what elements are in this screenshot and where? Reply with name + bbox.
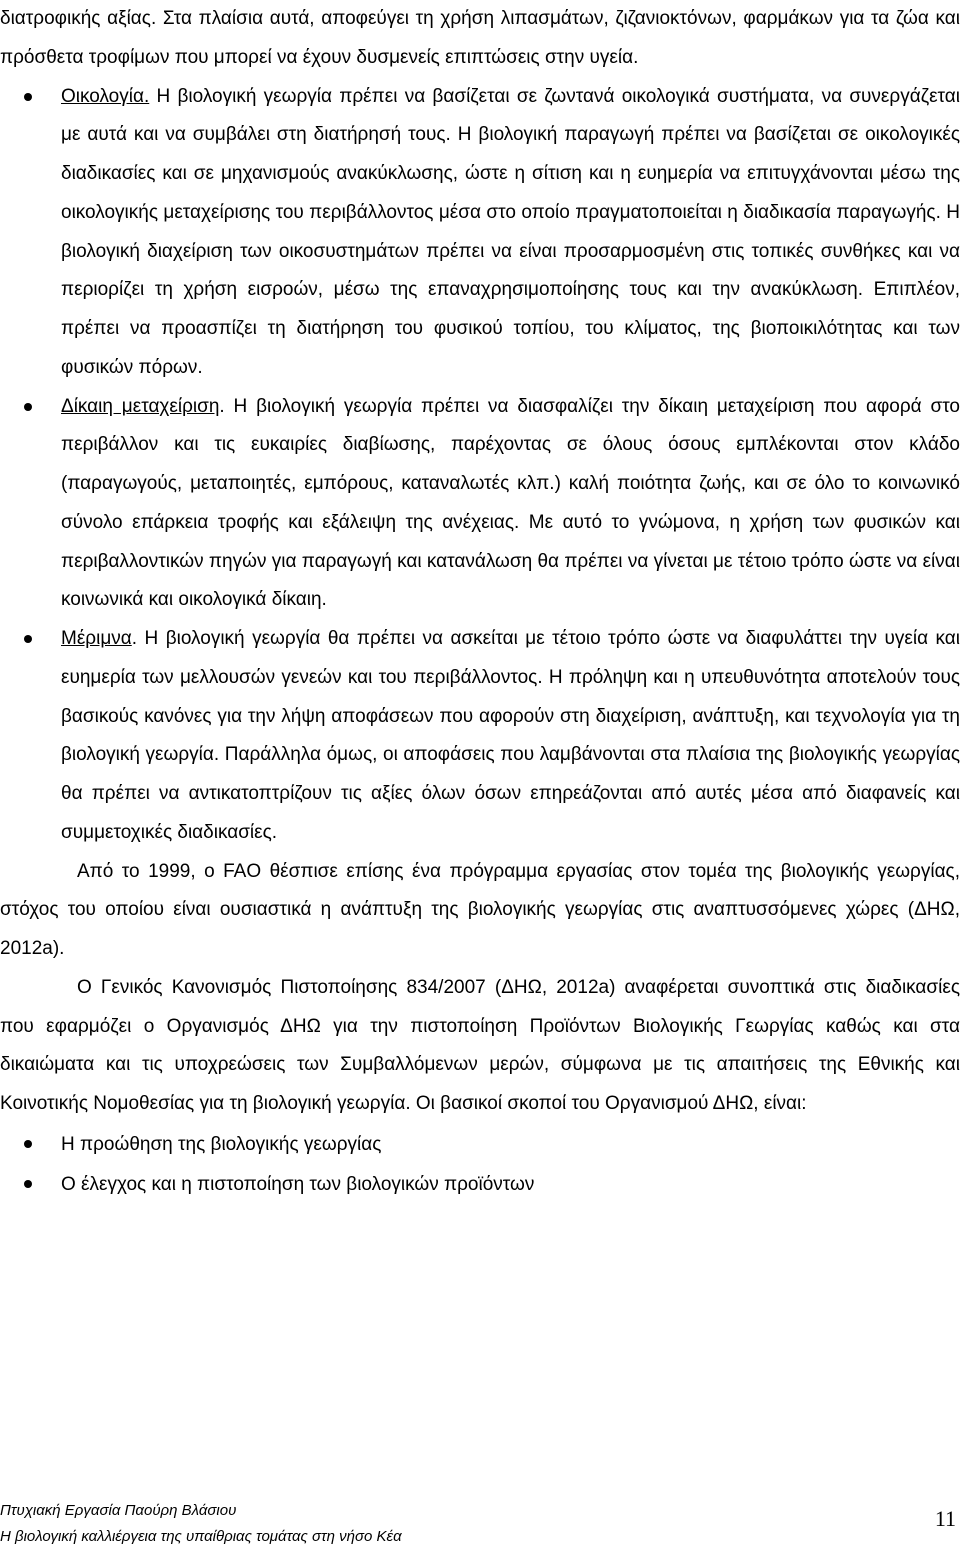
footer-title: Η βιολογική καλλιέργεια της υπαίθριας τομάτας στη νήσο Κέα	[0, 1528, 402, 1545]
care-text: . Η βιολογική γεωργία θα πρέπει να ασκείται με τέτοιο τρόπο ώστε να διαφυλάττει την υγεία και ευημερία των μελλουσών γενεών και του περιβάλλοντος. Η πρόληψη και η υπευθυνότητα αποτελούν τους βασικούς κανόνες για την λήψη αποφάσεων που αφορούν στη διαχείριση, ανάπτυξη, και τεχνολογία για τη βιολογική γεωργία. Παράλληλα όμως, οι αποφάσεις που λαμβάνονται στα πλαίσια της βιολογικής γεωργίας θα πρέπει να αντικατοπτρίζουν τις αξίες όλων όσων επηρεάζονται από αυτές μέσα από διαφανείς και συμμετοχικές διαδικασίες.	[61, 628, 960, 843]
bullet-icon	[24, 635, 32, 643]
goal-text: Ο έλεγχος και η πιστοποίηση των βιολογικών προϊόντων	[61, 1173, 535, 1195]
care-heading: Μέριμνα	[61, 628, 132, 649]
ecology-heading: Οικολογία.	[61, 85, 150, 107]
fairness-text: . Η βιολογική γεωργία πρέπει να διασφαλίζει την δίκαιη μεταχείριση που αφορά στο περιβάλλον και τις ευκαιρίες διαβίωσης, παρέχοντας σε όλους όσους εμπλέκονται στον κλάδο (παραγωγούς, μεταποιητές, εμπόρους, καταναλωτές κλπ.) καλή ποιότητα ζωής, και σε όλο το κοινωνικό σύνολο επάρκεια τροφής και εξάλειψη της ανέχειας. Με αυτό το γνώμονα, η χρήση των φυσικών και περιβαλλοντικών πηγών για παραγωγή και κατανάλωση θα πρέπει να γίνεται με τέτοιο τρόπο ώστε να είναι κοινωνικά και οικολογικά δίκαιη.	[61, 395, 960, 611]
goals-list	[0, 1125, 960, 1205]
footer-author: Πτυχιακή Εργασία Παούρη Βλάσιου	[0, 1502, 237, 1519]
page-footer	[0, 1492, 960, 1558]
list-item-goal	[0, 1125, 960, 1165]
paragraph-continuation: διατροφικής αξίας. Στα πλαίσια αυτά, αποφεύγει τη χρήση λιπασμάτων, ζιζανιοκτόνων, φαρμάκων για τα ζώα και πρόσθετα τροφίμων που μπορεί να έχουν δυσμενείς επιπτώσεις στην υγεία.	[0, 8, 960, 68]
ecology-text: Η βιολογική γεωργία πρέπει να βασίζεται σε ζωντανά οικολογικά συστήματα, να συνεργάζεται με αυτά και να συμβάλει στη διατήρησή τους. Η βιολογική παραγωγή πρέπει να βασίζεται σε οικολογικές διαδικασίες και σε μηχανισμούς ανακύκλωσης, ώστε η σίτιση και η ευημερία να επιτυγχάνονται μέσω της οικολογικής μεταχείρισης του περιβάλλοντος μέσα στο οποίο πραγματοποιείται η διαδικασία παραγωγής. Η βιολογική διαχείριση των οικοσυστημάτων πρέπει να είναι προσαρμοσμένη στις τοπικές συνθήκες και να περιορίζει τη χρήση εισροών, μέσω της επαναχρησιμοποίησης τους και την ανακύκλωση. Επιπλέον, πρέπει να προασπίζει τη διατήρηση του φυσικού τοπίου, του κλίματος, της βιοποικιλότητας και των φυσικών πόρων.	[61, 85, 960, 378]
list-item-care	[0, 620, 960, 853]
bullet-icon	[24, 403, 32, 411]
list-item-ecology	[0, 78, 960, 388]
paragraph-regulation: Ο Γενικός Κανονισμός Πιστοποίησης 834/2007 (ΔΗΩ, 2012a) αναφέρεται συνοπτικά στις διαδικασίες που εφαρμόζει ο Οργανισμός ΔΗΩ για την πιστοποίηση Προϊόντων Βιολογικής Γεωργίας καθώς και στα δικαιώματα και τις υποχρεώσεις των Συμβαλλόμενων μερών, σύμφωνα με τις απαιτήσεις της Εθνικής και Κοινοτικής Νομοθεσίας για τη βιολογική γεωργία. Οι βασικοί σκοποί του Οργανισμού ΔΗΩ, είναι:	[0, 976, 960, 1114]
bullet-icon	[24, 1140, 32, 1148]
list-item-fairness	[0, 388, 960, 621]
goal-text: Η προώθηση της βιολογικής γεωργίας	[61, 1133, 382, 1155]
page-number: 11	[934, 1506, 956, 1531]
fairness-heading: Δίκαιη μεταχείριση	[61, 395, 220, 417]
list-item-goal	[0, 1165, 960, 1205]
paragraph-fao: Από το 1999, ο FAO θέσπισε επίσης ένα πρόγραμμα εργασίας στον τομέα της βιολογικής γεωργίας, στόχος του οποίου είναι ουσιαστικά η ανάπτυξη της βιολογικής γεωργίας στις αναπτυσσόμενες χώρες (ΔΗΩ, 2012a).	[0, 860, 960, 959]
bullet-icon	[24, 1180, 32, 1188]
bullet-icon	[24, 93, 32, 101]
